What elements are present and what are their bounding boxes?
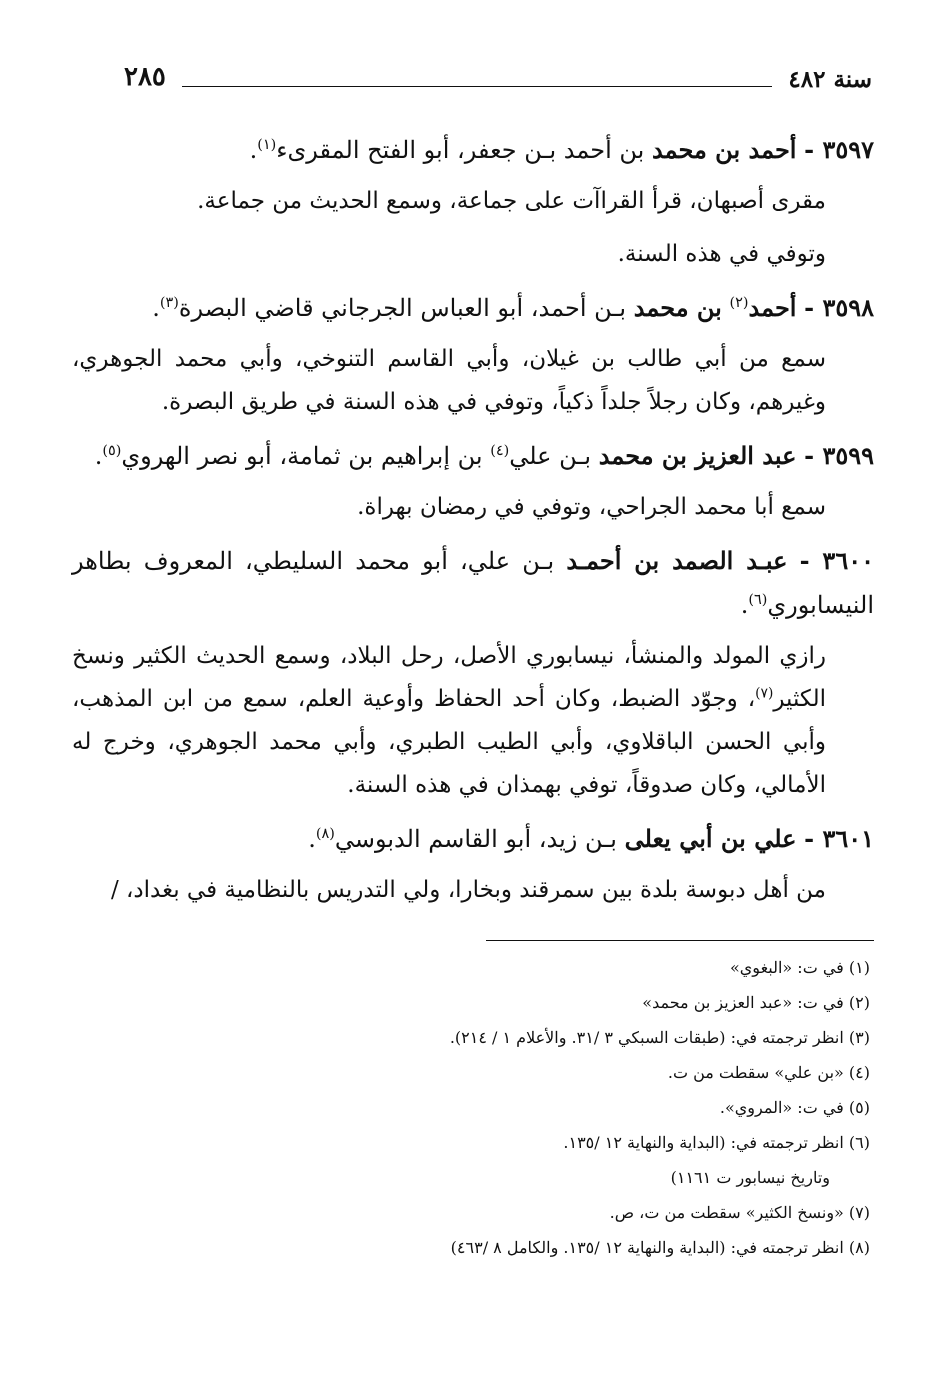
footnote-ref[interactable]: (٣) (159, 295, 179, 311)
footnote: (١) في ت: «البغوي» (729, 958, 870, 977)
entry-body: مقرى أصبهان، قرأ القراآت على جماعة، وسمع الحديث من جماعة. (197, 188, 826, 214)
entry-lineage: بـن أحمد، أبو العباس الجرجاني قاضي البصرة (178, 294, 627, 322)
entry-body: من أهل دبوسة بلدة بين سمرقند وبخارا، ولي التدريس بالنظامية في بغداد، / (110, 877, 826, 903)
footnote-ref[interactable]: (٤) (490, 443, 510, 459)
footnote-ref[interactable]: (٧) (755, 685, 774, 702)
entry-lineage: بـن علي، أبو محمد السليطي، المعروف بطاهر النيسابوري (72, 547, 874, 619)
footnote-ref[interactable]: (٨) (315, 826, 335, 842)
entry-name: عبـد الصمد بن أحمـد (566, 546, 788, 575)
footnote: (٦) انظر ترجمته في: (البداية والنهاية ١٢ /١٣٥. (563, 1133, 870, 1152)
main-text (72, 128, 874, 922)
page-number: ٢٨٥ (124, 62, 166, 92)
entry-number: ٣٥٩٧ - (804, 135, 874, 164)
entry-number: ٣٦٠٠ - (799, 546, 874, 575)
footnote: (٢) في ت: «عبد العزيز بن محمد» (642, 993, 870, 1012)
entry-lineage-cont: بن إبراهيم بن ثمامة، أبو نصر الهروي (121, 442, 483, 470)
footnote: (٥) في ت: «المروي». (719, 1098, 870, 1117)
entry-heading: ٣٦٠١ - علي بن أبي يعلى بـن زيد، أبو القاسم الدبوسي$^{(٨)}$. (308, 824, 874, 853)
entry-number: ٣٦٠١ - (804, 824, 874, 853)
entry-name: أحمد بن محمد (652, 135, 797, 164)
entry-name: علي بن أبي يعلى (624, 824, 797, 853)
entry-body: رازي المولد والمنشأ، نيسابوري الأصل، رحل البلاد، وسمع الحديث الكثير ونسخ الكثير$^{(٧)}$، وجوّد الضبط، وكان أحد الحفاظ وأوعية العلم، سمع من ابن المذهب، وأبي الحسن الباقلاوي، وأبي الطيب الطبري، وأبي محمد الجوهري، وخرج له الأمالي، وكان صدوقاً، توفي بهمذان في هذه السنة. (72, 643, 826, 798)
footnote: (٨) انظر ترجمته في: (البداية والنهاية ١٢ /١٣٥. والكامل ٨ /٤٦٣) (450, 1238, 870, 1257)
page-header (124, 62, 872, 102)
footnote-ref[interactable]: (١) (257, 137, 277, 153)
entry-body: وتوفي في هذه السنة. (617, 241, 826, 267)
entry-body: سمع من أبي طالب بن غيلان، وأبي القاسم التنوخي، وأبي محمد الجوهري، وغيرهم، وكان رجلاً جلداً ذكياً، وتوفي في هذه السنة في طريق البصرة. (72, 346, 826, 415)
footnote: (٧) «ونسخ الكثير» سقطت من ت، ص. (609, 1203, 870, 1222)
footnote-continuation: وتاريخ نيسابور ت ١١٦١) (670, 1168, 830, 1187)
footnote: (٣) انظر ترجمته في: (طبقات السبكي ٣ /٣١. والأعلام ١ / ٢١٤). (449, 1028, 870, 1047)
footnote-ref[interactable]: (٥) (102, 443, 122, 459)
entry-heading: ٣٥٩٨ - أحمد$^{(٢)}$ بن محمد بـن أحمد، أبو العباس الجرجاني قاضي البصرة$^{(٣)}$. (152, 293, 874, 322)
running-head-year: سنة ٤٨٢ (788, 66, 872, 93)
entry-body: سمع أبا محمد الجراحي، وتوفي في رمضان بهراة. (357, 494, 826, 520)
entry-heading: ٣٦٠٠ - عبـد الصمد بن أحمـد بـن علي، أبو محمد السليطي، المعروف بطاهر النيسابوري$^{(٦)}$. (72, 546, 874, 619)
entry-name: أحمد (748, 293, 797, 322)
entry-heading: ٣٥٩٧ - أحمد بن محمد بن أحمد بـن جعفر، أبو الفتح المقرىء$^{(١)}$. (249, 135, 874, 164)
entry-number: ٣٥٩٩ - (804, 441, 874, 470)
entry-lineage: بن أحمد بـن جعفر، أبو الفتح المقرىء (276, 136, 645, 164)
footnote-ref[interactable]: (٢) (729, 295, 749, 311)
entry-name: عبد العزيز بن محمد (598, 441, 797, 470)
footnote-ref[interactable]: (٦) (748, 592, 768, 608)
footnotes (250, 950, 870, 1265)
entry-heading: ٣٥٩٩ - عبد العزيز بن محمد بـن علي$^{(٤)}$ بن إبراهيم بن ثمامة، أبو نصر الهروي$^{(٥)}$. (94, 441, 874, 470)
entry-lineage: بـن علي (509, 442, 592, 470)
header-rule (182, 86, 772, 87)
entry-lineage: بـن زيد، أبو القاسم الدبوسي (334, 825, 617, 853)
entry-number: ٣٥٩٨ - (804, 293, 874, 322)
footnote-rule (486, 940, 874, 941)
footnote: (٤) «بن علي» سقطت من ت. (667, 1063, 870, 1082)
entry-name-cont: بن محمد (633, 293, 722, 322)
